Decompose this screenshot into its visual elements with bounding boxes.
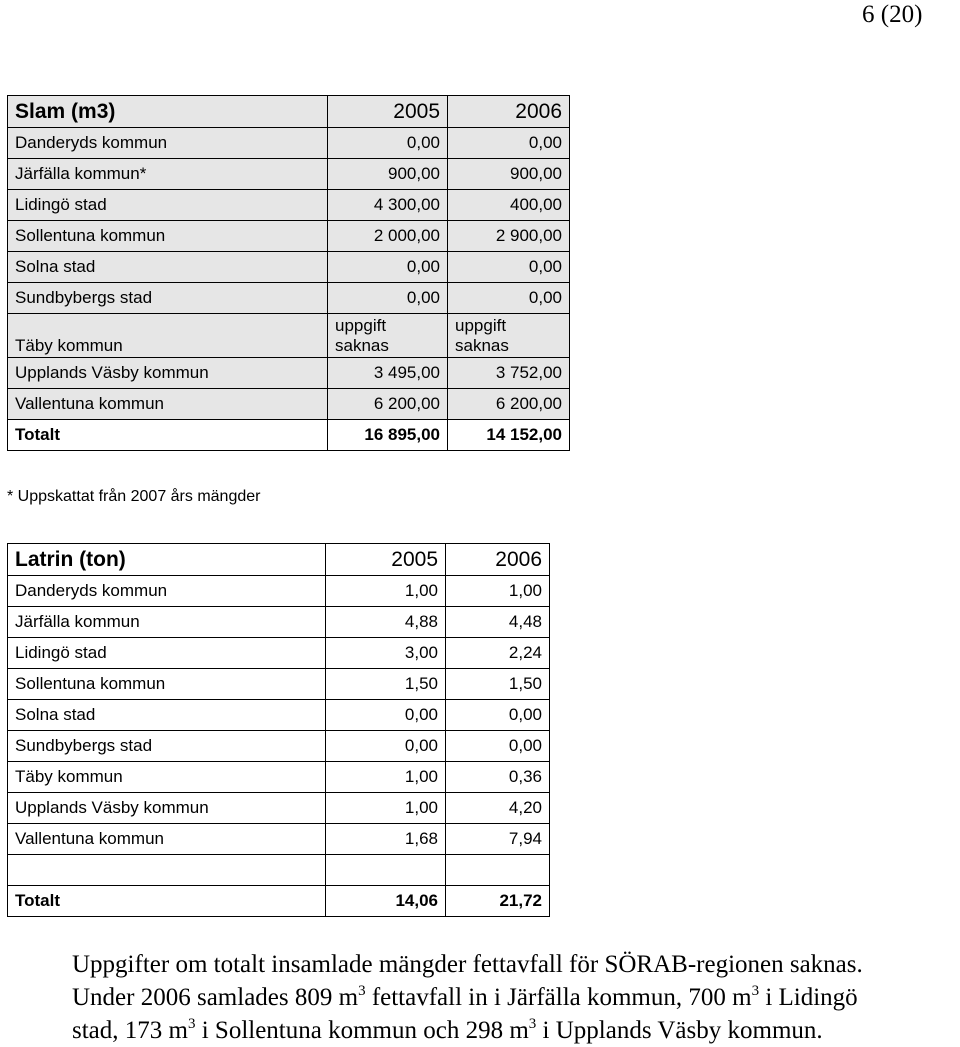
value-2005: 4,88 — [326, 607, 446, 638]
value-2005: 0,00 — [326, 731, 446, 762]
superscript: 3 — [358, 983, 366, 999]
municipality-name: Vallentuna kommun — [8, 389, 328, 420]
value-2005: 1,68 — [326, 824, 446, 855]
value-2006: 2,24 — [446, 638, 550, 669]
year-2006-header: 2006 — [448, 96, 570, 128]
total-label: Totalt — [8, 420, 328, 451]
year-2005-header: 2005 — [328, 96, 448, 128]
fat-waste-paragraph — [72, 948, 960, 1047]
municipality-name: Sollentuna kommun — [8, 669, 326, 700]
municipality-name: Lidingö stad — [8, 190, 328, 221]
footnote: * Uppskattat från 2007 års mängder — [7, 488, 261, 505]
value-2005: 4 300,00 — [328, 190, 448, 221]
slam-title: Slam (m3) — [8, 96, 328, 128]
municipality-name: Vallentuna kommun — [8, 824, 326, 855]
municipality-name: Täby kommun — [8, 762, 326, 793]
table-row — [8, 824, 550, 855]
table-row — [8, 358, 570, 389]
value-2006: 4,20 — [446, 793, 550, 824]
municipality-name: Sundbybergs stad — [8, 283, 328, 314]
paragraph-text: i Sollentuna kommun och 298 m — [195, 1017, 529, 1044]
total-2005: 14,06 — [326, 886, 446, 917]
value-2006: 0,00 — [446, 700, 550, 731]
empty-row — [8, 855, 550, 886]
value-2006: 4,48 — [446, 607, 550, 638]
paragraph-text: i Lidingö — [759, 984, 858, 1011]
municipality-name: Järfälla kommun — [8, 607, 326, 638]
municipality-name: Sollentuna kommun — [8, 221, 328, 252]
table-header-row — [8, 544, 550, 576]
municipality-name: Danderyds kommun — [8, 128, 328, 159]
table-row — [8, 700, 550, 731]
value-2005: 1,00 — [326, 762, 446, 793]
value-2005: 1,00 — [326, 576, 446, 607]
table-row — [8, 159, 570, 190]
table-row — [8, 221, 570, 252]
municipality-name: Danderyds kommun — [8, 576, 326, 607]
value-2005: 900,00 — [328, 159, 448, 190]
table-row — [8, 389, 570, 420]
slam-table — [7, 95, 570, 451]
table-header-row — [8, 96, 570, 128]
paragraph-text: Under 2006 samlades 809 m — [72, 984, 359, 1011]
total-2006: 14 152,00 — [448, 420, 570, 451]
total-row — [8, 886, 550, 917]
value-2006: 900,00 — [448, 159, 570, 190]
municipality-name: Upplands Väsby kommun — [8, 358, 328, 389]
table-row — [8, 607, 550, 638]
municipality-name: Upplands Väsby kommun — [8, 793, 326, 824]
total-label: Totalt — [8, 886, 326, 917]
total-2006: 21,72 — [446, 886, 550, 917]
municipality-name: Järfälla kommun* — [8, 159, 328, 190]
table-row — [8, 190, 570, 221]
municipality-name: Solna stad — [8, 252, 328, 283]
value-2005: 3 495,00 — [328, 358, 448, 389]
value-2006: 3 752,00 — [448, 358, 570, 389]
table-row — [8, 793, 550, 824]
page-number: 6 (20) — [862, 1, 923, 28]
total-row — [8, 420, 570, 451]
value-2006: 1,50 — [446, 669, 550, 700]
table-row — [8, 731, 550, 762]
value-2006: uppgift saknas — [448, 314, 570, 358]
table-row — [8, 576, 550, 607]
total-2005: 16 895,00 — [328, 420, 448, 451]
value-2006: 6 200,00 — [448, 389, 570, 420]
year-2005-header: 2005 — [326, 544, 446, 576]
table-row — [8, 669, 550, 700]
paragraph-text: stad, 173 m — [72, 1017, 188, 1044]
latrin-table — [7, 543, 550, 917]
value-2005: 2 000,00 — [328, 221, 448, 252]
latrin-title: Latrin (ton) — [8, 544, 326, 576]
superscript: 3 — [751, 983, 760, 999]
municipality-name: Täby kommun — [8, 314, 328, 358]
municipality-name: Lidingö stad — [8, 638, 326, 669]
value-2005: 3,00 — [326, 638, 446, 669]
value-2005: 0,00 — [328, 252, 448, 283]
table-row — [8, 762, 550, 793]
paragraph-text: fettavfall in i Järfälla kommun, 700 m — [365, 984, 752, 1011]
table-row — [8, 252, 570, 283]
empty-cell — [8, 855, 326, 886]
value-2006: 400,00 — [448, 190, 570, 221]
table-row — [8, 314, 570, 358]
value-2006: 0,36 — [446, 762, 550, 793]
paragraph-text: i Upplands Väsby kommun. — [536, 1017, 823, 1044]
value-2006: 0,00 — [446, 731, 550, 762]
value-2005: 6 200,00 — [328, 389, 448, 420]
table-row — [8, 283, 570, 314]
superscript: 3 — [187, 1016, 196, 1032]
year-2006-header: 2006 — [446, 544, 550, 576]
value-2006: 0,00 — [448, 252, 570, 283]
empty-cell — [446, 855, 550, 886]
value-2005: 0,00 — [328, 283, 448, 314]
table-row — [8, 638, 550, 669]
value-2005: 0,00 — [326, 700, 446, 731]
value-2005: uppgift saknas — [328, 314, 448, 358]
table-row — [8, 128, 570, 159]
value-2006: 1,00 — [446, 576, 550, 607]
value-2006: 0,00 — [448, 283, 570, 314]
value-2006: 7,94 — [446, 824, 550, 855]
superscript: 3 — [528, 1016, 537, 1032]
value-2005: 0,00 — [328, 128, 448, 159]
value-2006: 0,00 — [448, 128, 570, 159]
value-2005: 1,00 — [326, 793, 446, 824]
empty-cell — [326, 855, 446, 886]
paragraph-line-1: Uppgifter om totalt insamlade mängder fettavfall för SÖRAB-regionen saknas. — [72, 951, 863, 978]
value-2006: 2 900,00 — [448, 221, 570, 252]
value-2005: 1,50 — [326, 669, 446, 700]
municipality-name: Sundbybergs stad — [8, 731, 326, 762]
municipality-name: Solna stad — [8, 700, 326, 731]
